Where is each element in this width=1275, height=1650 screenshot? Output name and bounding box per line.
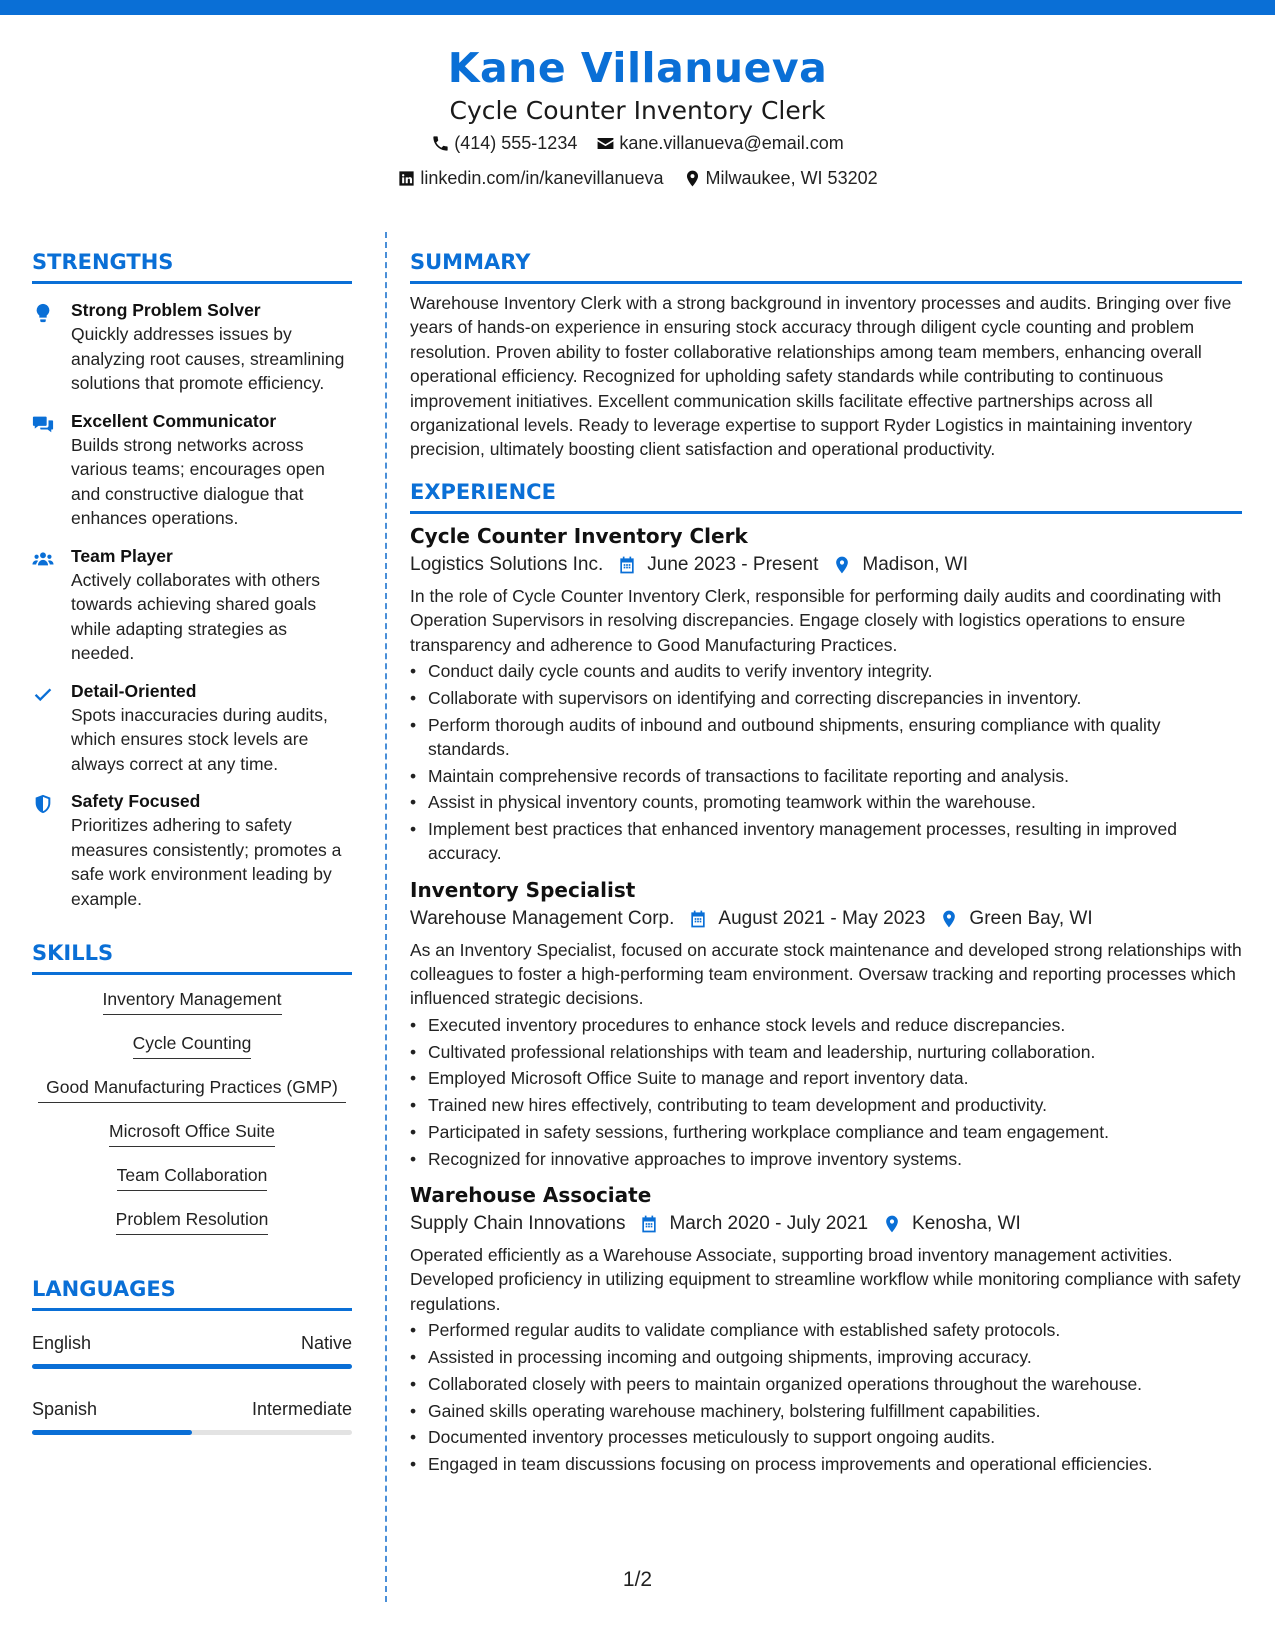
strength-item <box>32 679 352 777</box>
summary-section <box>410 246 1242 462</box>
section-rule <box>410 511 1242 514</box>
job-location: Green Bay, WI <box>969 907 1093 929</box>
list-item: • Executed inventory procedures to enhance stock levels and reduce discrepancies. <box>410 1013 1242 1037</box>
list-item: • Implement best practices that enhanced inventory management processes, resulting in improved accuracy. <box>410 817 1242 865</box>
strength-item <box>32 409 352 531</box>
strength-desc: Builds strong networks across various teams; encourages open and constructive dialogue that enhances operations. <box>71 434 325 528</box>
map-pin-icon <box>939 909 959 929</box>
map-pin-icon <box>832 555 852 575</box>
skill-tag: Team Collaboration <box>117 1163 268 1191</box>
email-contact[interactable] <box>596 128 843 159</box>
phone-icon <box>431 134 450 153</box>
list-item: • Maintain comprehensive records of transactions to facilitate reporting and analysis. <box>410 764 1242 788</box>
list-item: • Performed regular audits to validate compliance with established safety protocols. <box>410 1318 1242 1342</box>
skill-tag: Microsoft Office Suite <box>109 1119 275 1147</box>
candidate-title: Cycle Counter Inventory Clerk <box>449 96 826 125</box>
job-bullets <box>410 1013 1242 1171</box>
job-meta <box>410 1209 1242 1239</box>
strength-title: Excellent Communicator <box>71 410 277 431</box>
job-dates: June 2023 - Present <box>647 553 819 575</box>
summary-title: SUMMARY <box>410 250 531 274</box>
language-bar-fill <box>32 1364 352 1369</box>
linkedin-icon <box>397 169 416 188</box>
location-text: Milwaukee, WI 53202 <box>705 168 878 188</box>
job-bullets <box>410 659 1242 866</box>
languages-section <box>32 1273 352 1435</box>
company-name: Warehouse Management Corp. <box>410 907 675 929</box>
job-entry <box>410 1181 1242 1476</box>
comments-icon <box>32 413 54 435</box>
email-text: kane.villanueva@email.com <box>619 133 844 153</box>
strength-desc: Spots inaccuracies during audits, which ensures stock levels are always correct at any time. <box>71 704 328 774</box>
page-number: 1/2 <box>622 1568 653 1591</box>
strength-title: Detail-Oriented <box>71 680 197 701</box>
strength-desc: Quickly addresses issues by analyzing root causes, streamlining solutions that promote efficiency. <box>71 324 345 393</box>
top-accent-bar <box>0 0 1275 15</box>
language-name: Spanish <box>32 1399 98 1419</box>
job-dates: March 2020 - July 2021 <box>669 1213 869 1235</box>
list-item: • Cultivated professional relationships with team and leadership, nurturing collaboration. <box>410 1040 1242 1064</box>
language-bar <box>32 1364 352 1369</box>
shield-icon <box>32 793 54 815</box>
section-rule <box>32 972 352 975</box>
language-bar-fill <box>32 1430 192 1435</box>
skills-title: SKILLS <box>32 941 114 965</box>
list-item: • Documented inventory processes meticulously to support ongoing audits. <box>410 1425 1242 1449</box>
job-location: Madison, WI <box>862 553 968 575</box>
strength-desc: Prioritizes adhering to safety measures consistently; promotes a safe work environment leading by example. <box>71 815 342 909</box>
phone-contact[interactable] <box>431 128 577 159</box>
skill-tag: Good Manufacturing Practices (GMP) <box>38 1075 346 1103</box>
list-item: • Assisted in processing incoming and outgoing shipments, improving accuracy. <box>410 1345 1242 1369</box>
job-entry <box>410 876 1242 1171</box>
check-icon <box>32 683 54 705</box>
list-item: • Conduct daily cycle counts and audits to verify inventory integrity. <box>410 659 1242 683</box>
strength-title: Team Player <box>71 545 173 566</box>
company-name: Supply Chain Innovations <box>410 1213 626 1235</box>
list-item: • Employed Microsoft Office Suite to manage and report inventory data. <box>410 1066 1242 1090</box>
list-item: • Participated in safety sessions, furthering workplace compliance and team engagement. <box>410 1120 1242 1144</box>
calendar-icon <box>639 1214 659 1234</box>
list-item: • Perform thorough audits of inbound and outbound shipments, ensuring compliance with quality standards. <box>410 713 1242 761</box>
job-description: Operated efficiently as a Warehouse Associate, supporting broad inventory management activities. Developed proficiency in utilizing equipment to streamline workflow while monitoring compliance with safety regulations. <box>410 1245 1241 1314</box>
language-bar <box>32 1430 352 1435</box>
skill-tag: Inventory Management <box>103 987 282 1015</box>
list-item: • Engaged in team discussions focusing on process improvements and operational efficiencies. <box>410 1452 1242 1476</box>
lightbulb-icon <box>32 302 54 324</box>
list-item: • Collaborated closely with peers to maintain organized operations throughout the warehouse. <box>410 1372 1242 1396</box>
list-item: • Collaborate with supervisors on identifying and correcting discrepancies in inventory. <box>410 686 1242 710</box>
contact-row-2 <box>0 163 1275 198</box>
section-rule <box>32 1308 352 1311</box>
strength-item <box>32 298 352 396</box>
right-column <box>410 246 1242 1479</box>
skill-tag: Cycle Counting <box>133 1031 252 1059</box>
map-pin-icon <box>882 1214 902 1234</box>
job-title: Inventory Specialist <box>410 877 636 902</box>
summary-text: Warehouse Inventory Clerk with a strong background in inventory processes and audits. Bringing over five years of hands-on experience in ensuring stock accuracy through diligent cycle counting and problem resolution. Proven ability to foster collaborative relationships among team members, enhancing overall operational efficiency. Recognized for upholding safety standards while contributing to continuous improvement initiatives. Excellent communication skills facilitate effective partnerships across all organizational levels. Ready to leverage expertise to support Ryder Logistics in maintaining inventory precision, ultimately boosting client satisfaction and operational productivity. <box>410 293 1232 460</box>
linkedin-contact[interactable] <box>397 163 663 194</box>
job-meta <box>410 550 1242 580</box>
job-dates: August 2021 - May 2023 <box>718 907 926 929</box>
languages-title: LANGUAGES <box>32 1277 176 1301</box>
list-item: • Assist in physical inventory counts, promoting teamwork within the warehouse. <box>410 790 1242 814</box>
list-item: • Recognized for innovative approaches to improve inventory systems. <box>410 1147 1242 1171</box>
linkedin-text: linkedin.com/in/kanevillanueva <box>420 168 664 188</box>
candidate-name: Kane Villanueva <box>447 44 828 92</box>
job-entry <box>410 522 1242 866</box>
experience-title: EXPERIENCE <box>410 479 556 504</box>
strength-item <box>32 544 352 666</box>
language-level: Intermediate <box>251 1399 352 1419</box>
column-divider <box>385 232 387 1602</box>
strengths-title: STRENGTHS <box>32 250 174 274</box>
experience-section <box>410 476 1242 1477</box>
calendar-icon <box>617 555 637 575</box>
section-rule <box>410 281 1242 284</box>
users-icon <box>32 548 54 570</box>
location-contact <box>683 163 878 194</box>
section-rule <box>32 281 352 284</box>
language-level: Native <box>300 1333 352 1353</box>
job-bullets <box>410 1318 1242 1476</box>
skills-list <box>32 987 352 1235</box>
language-name: English <box>32 1333 92 1353</box>
left-column <box>32 246 352 1435</box>
language-item <box>32 1331 352 1369</box>
strength-title: Safety Focused <box>71 791 201 811</box>
job-location: Kenosha, WI <box>912 1213 1021 1235</box>
job-description: As an Inventory Specialist, focused on accurate stock maintenance and developed strong relationships with colleagues to foster a high-performing team environment. Oversaw tracking and reporting processes which influenced strategic decisions. <box>410 939 1242 1009</box>
strength-desc: Actively collaborates with others towards achieving shared goals while adapting strategies as needed. <box>71 569 320 663</box>
strength-item <box>32 789 352 911</box>
phone-text: (414) 555-1234 <box>454 133 578 153</box>
job-meta <box>410 904 1242 934</box>
list-item: • Gained skills operating warehouse machinery, bolstering fulfillment capabilities. <box>410 1399 1242 1423</box>
company-name: Logistics Solutions Inc. <box>410 553 604 575</box>
map-pin-icon <box>683 169 702 188</box>
contact-row-1 <box>0 128 1275 163</box>
list-item: • Trained new hires effectively, contributing to team development and productivity. <box>410 1093 1242 1117</box>
skills-section <box>32 937 352 1235</box>
language-item <box>32 1397 352 1435</box>
skill-tag: Problem Resolution <box>116 1207 269 1235</box>
job-title: Cycle Counter Inventory Clerk <box>410 523 748 548</box>
resume-header <box>0 40 1275 198</box>
strength-title: Strong Problem Solver <box>71 300 261 320</box>
job-description: In the role of Cycle Counter Inventory Clerk, responsible for performing daily audits and coordinating with Operation Supervisors in resolving discrepancies. Engage closely with logistics operations to ensure transparency and adherence to Good Manufacturing Practices. <box>410 585 1222 655</box>
job-title: Warehouse Associate <box>410 1183 652 1208</box>
envelope-icon <box>596 134 615 153</box>
strengths-section <box>32 246 352 911</box>
calendar-icon <box>688 909 708 929</box>
